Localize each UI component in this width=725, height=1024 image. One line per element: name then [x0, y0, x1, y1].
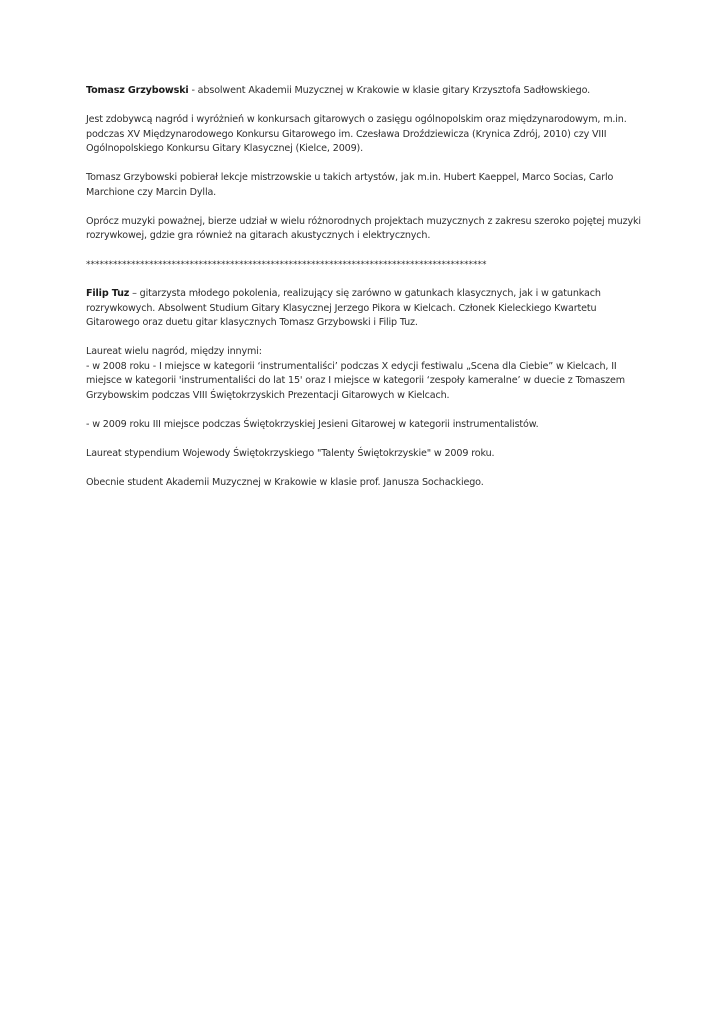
bio2-award-2008: - w 2008 roku - I miejsce w kategorii ‘instrumentaliści’ podczas X edycji festiwalu „Scena dla Ciebie” w Kielcach, II miejsce w kategorii 'instrumentaliści do lat 15' oraz I miejsce w kategorii ‘zespoły kameralne’ w duecie z Tomaszem Grzybowskim podczas VIII Świętokrzyskich Prezentacji Gitarowych w Kielcach.	[86, 360, 625, 401]
bio2-scholarship-paragraph: Laureat stypendium Wojewody Świętokrzyskiego "Talenty Świętokrzyskie" w 2009 roku.	[86, 447, 495, 459]
bio1-name: Tomasz Grzybowski	[86, 85, 189, 96]
section-separator: *****************************************************************************************	[86, 260, 487, 270]
bio1-projects-paragraph: Oprócz muzyki poważnej, bierze udział w wielu różnorodnych projektach muzycznych z zakresu szeroko pojętej muzyki rozrywkowej, gdzie gra również na gitarach akustycznych i elektrycznych.	[86, 215, 641, 241]
bio2-intro-text: – gitarzysta młodego pokolenia, realizujący się zarówno w gatunkach klasycznych, jak i w gatunkach rozrywkowych. Absolwent Studium Gitary Klasycznej Jerzego Pikora w Kielcach. Członek Kieleckiego Kwartetu Gitarowego oraz duetu gitar klasycznych Tomasz Grzybowski i Filip Tuz.	[86, 288, 601, 328]
bio1-intro-text: - absolwent Akademii Muzycznej w Krakowie w klasie gitary Krzysztofa Sadłowskiego.	[188, 85, 591, 96]
document-body	[86, 84, 646, 505]
bio2-awards-paragraph	[86, 345, 646, 403]
bio2-award-2009: - w 2009 roku III miejsce podczas Świętokrzyskiej Jesieni Gitarowej w kategorii instrumentalistów.	[86, 418, 539, 430]
bio2-laureate-heading: Laureat wielu nagród, między innymi:	[86, 346, 262, 357]
bio1-masterclasses-paragraph: Tomasz Grzybowski pobierał lekcje mistrzowskie u takich artystów, jak m.in. Hubert Kaeppel, Marco Socias, Carlo Marchione czy Marcin Dylla.	[86, 172, 614, 198]
bio1-intro-paragraph	[86, 84, 646, 99]
bio2-current-paragraph: Obecnie student Akademii Muzycznej w Krakowie w klasie prof. Janusza Sochackiego.	[86, 476, 484, 488]
bio2-intro-paragraph	[86, 287, 646, 331]
bio1-awards-paragraph: Jest zdobywcą nagród i wyróżnień w konkursach gitarowych o zasięgu ogólnopolskim oraz międzynarodowym, m.in. podczas XV Międzynarodowego Konkursu Gitarowego im. Czesława Droździewicza (Krynica Zdrój, 2010) czy VIII Ogólnopolskiego Konkursu Gitary Klasycznej (Kielce, 2009).	[86, 114, 627, 154]
bio2-name: Filip Tuz	[86, 288, 130, 299]
